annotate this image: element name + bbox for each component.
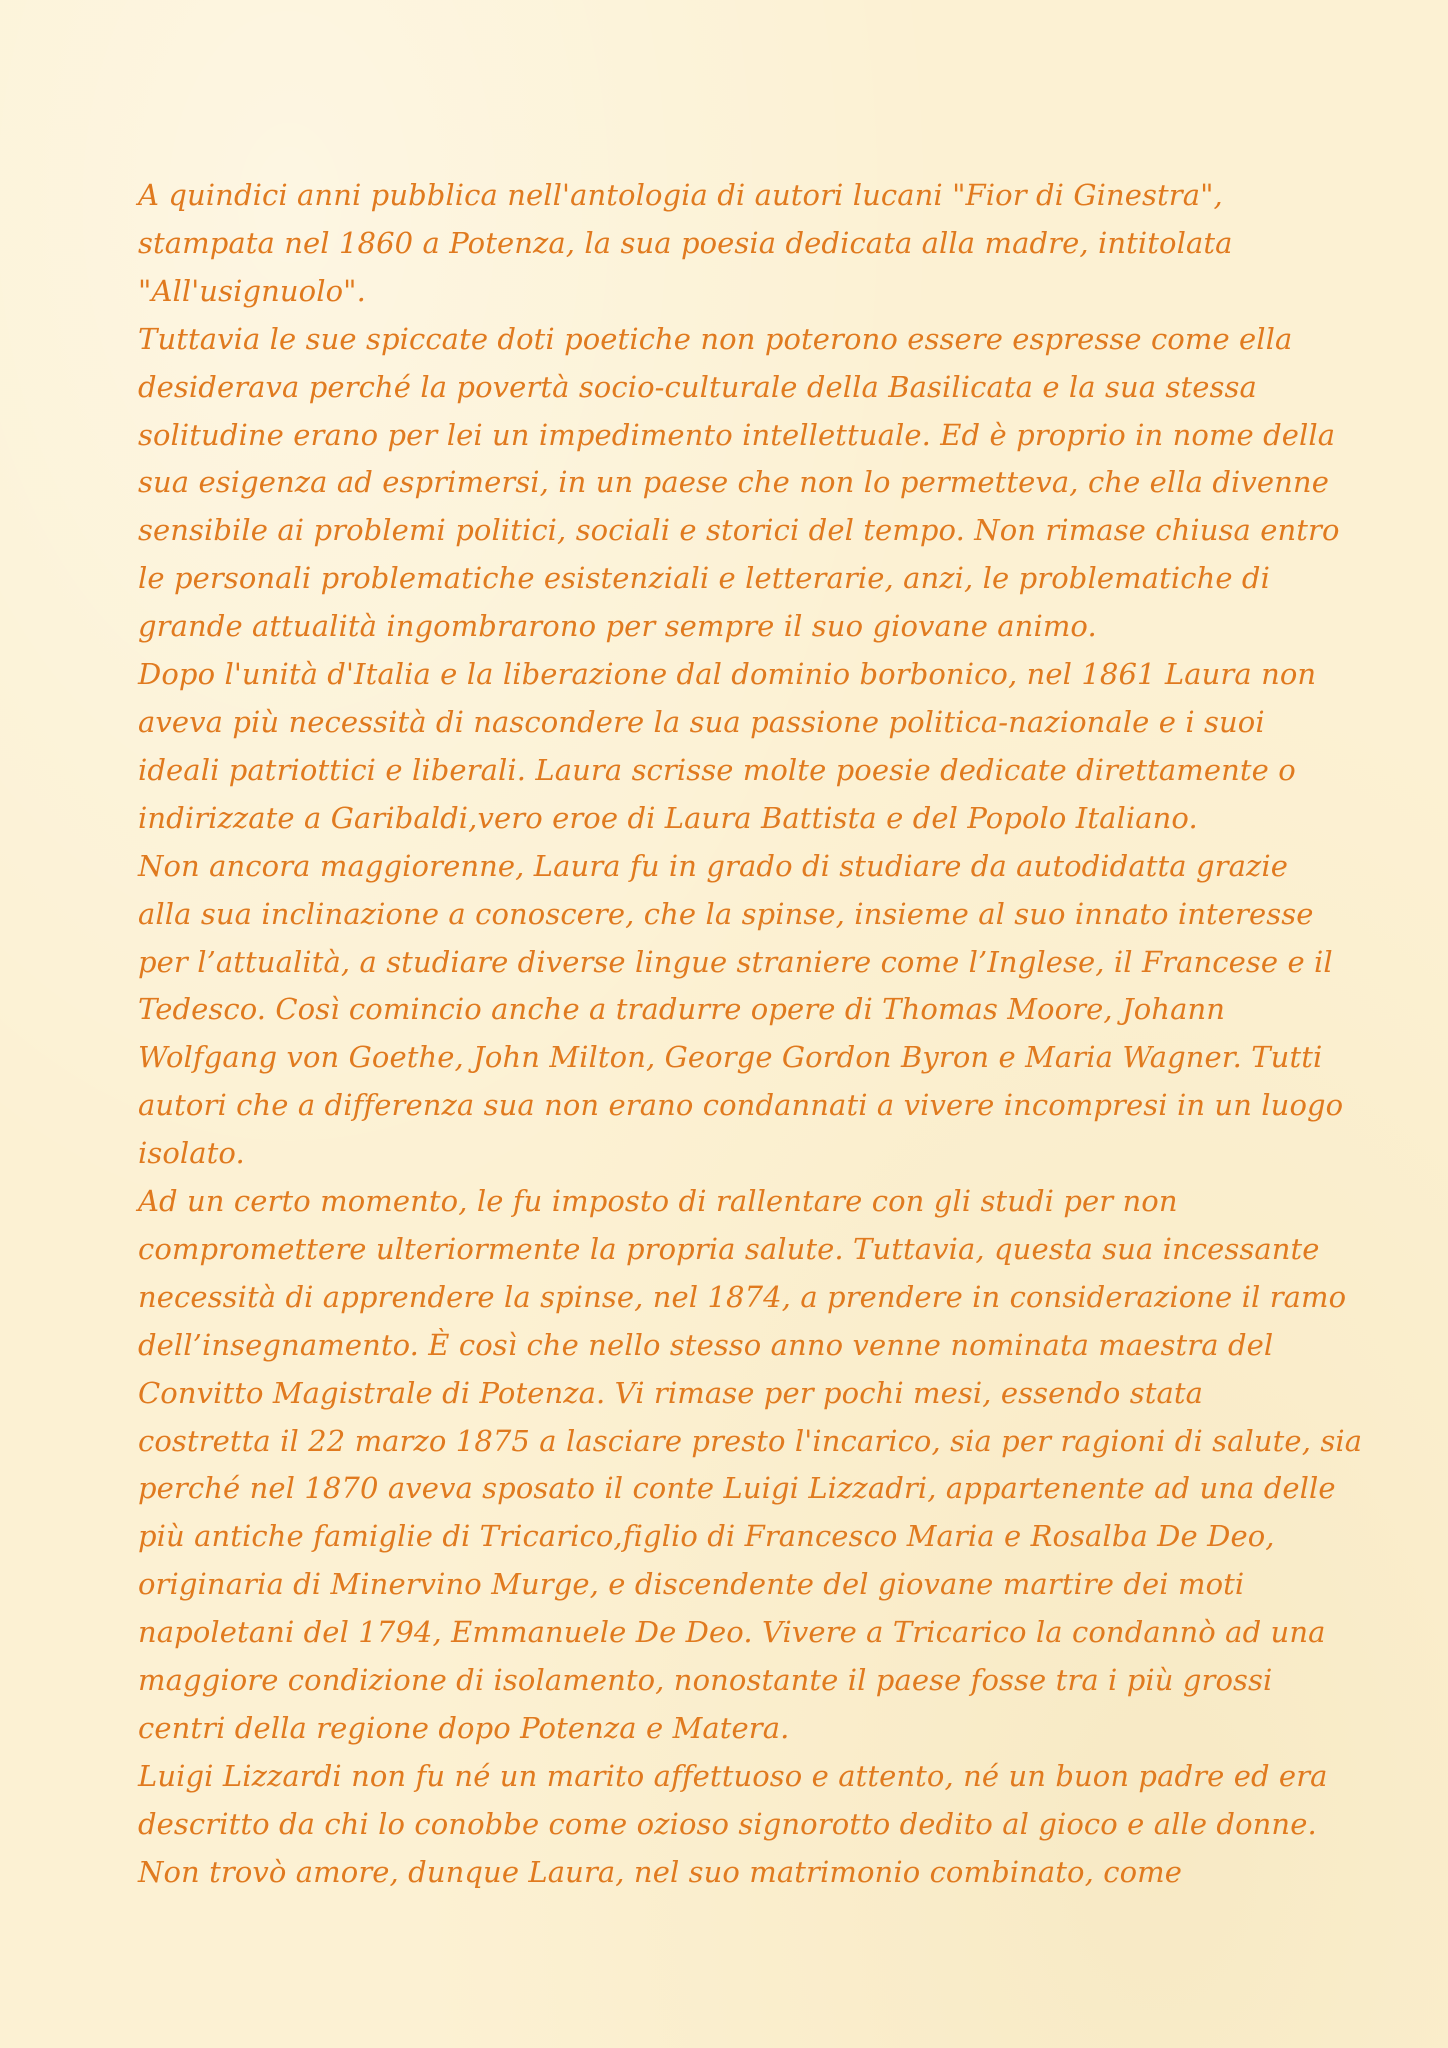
text-line: Non trovò amore, dunque Laura, nel suo matrimonio combinato, come <box>138 1854 1182 1889</box>
text-line: napoletani del 1794, Emmanuele De Deo. Vivere a Tricarico la condannò ad una <box>138 1615 1326 1650</box>
text-line: Ad un certo momento, le fu imposto di rallentare con gli studi per non <box>138 1184 1178 1219</box>
text-line: più antiche famiglie di Tricarico,figlio di Francesco Maria e Rosalba De Deo, <box>138 1519 1275 1554</box>
text-line: Dopo l'unità d'Italia e la liberazione dal dominio borbonico, nel 1861 Laura non <box>138 657 1317 692</box>
text-line: costretta il 22 marzo 1875 a lasciare presto l'incarico, sia per ragioni di salute, sia <box>138 1423 1363 1458</box>
text-line: autori che a differenza sua non erano condannati a vivere incompresi in un luogo <box>138 1088 1344 1123</box>
text-line: per l’attualità, a studiare diverse lingue straniere come l’Inglese, il Francese e il <box>138 944 1333 979</box>
body-text <box>138 172 1363 1897</box>
text-line: necessità di apprendere la spinse, nel 1874, a prendere in considerazione il ramo <box>138 1279 1347 1314</box>
text-line: originaria di Minervino Murge, e discendente del giovane martire dei moti <box>138 1567 1245 1602</box>
text-line: "All'usignuolo". <box>138 273 366 308</box>
text-line: alla sua inclinazione a conoscere, che la spinse, insieme al suo innato interesse <box>138 896 1314 931</box>
text-line: le personali problematiche esistenziali e letterarie, anzi, le problematiche di <box>138 561 1270 596</box>
text-line: indirizzate a Garibaldi,vero eroe di Laura Battista e del Popolo Italiano. <box>138 800 1198 835</box>
text-line: A quindici anni pubblica nell'antologia di autori lucani "Fior di Ginestra", <box>138 178 1223 212</box>
text-line: isolato. <box>138 1136 245 1171</box>
text-line: Non ancora maggiorenne, Laura fu in grado di studiare da autodidatta grazie <box>138 848 1288 883</box>
text-line: stampata nel 1860 a Potenza, la sua poesia dedicata alla madre, intitolata <box>138 225 1233 260</box>
text-line: Convitto Magistrale di Potenza. Vi rimase per pochi mesi, essendo stata <box>138 1375 1203 1410</box>
text-line: perché nel 1870 aveva sposato il conte Luigi Lizzadri, appartenente ad una delle <box>138 1471 1336 1506</box>
text-line: grande attualità ingombrarono per sempre il suo giovane animo. <box>138 609 1097 644</box>
text-line: sensibile ai problemi politici, sociali e storici del tempo. Non rimase chiusa entro <box>138 513 1340 548</box>
text-line: centri della regione dopo Potenza e Matera. <box>138 1711 790 1745</box>
text-line: aveva più necessità di nascondere la sua passione politica-nazionale e i suoi <box>138 704 1265 739</box>
text-line: Tuttavia le sue spiccate doti poetiche non poterono essere espresse come ella <box>138 321 1293 356</box>
text-line: desiderava perché la povertà socio-culturale della Basilicata e la sua stessa <box>138 369 1257 404</box>
text-line: compromettere ulteriormente la propria salute. Tuttavia, questa sua incessante <box>138 1231 1320 1266</box>
text-line: ideali patriottici e liberali. Laura scrisse molte poesie dedicate direttamente o <box>138 752 1296 787</box>
text-line: maggiore condizione di isolamento, nonostante il paese fosse tra i più grossi <box>138 1663 1273 1698</box>
text-line: dell’insegnamento. È così che nello stesso anno venne nominata maestra del <box>138 1327 1274 1362</box>
text-line: descritto da chi lo conobbe come ozioso signorotto dedito al gioco e alle donne. <box>138 1806 1317 1841</box>
text-line: solitudine erano per lei un impedimento intellettuale. Ed è proprio in nome della <box>138 417 1336 452</box>
text-line: sua esigenza ad esprimersi, in un paese che non lo permetteva, che ella divenne <box>138 465 1329 500</box>
text-line: Wolfgang von Goethe, John Milton, George Gordon Byron e Maria Wagner. Tutti <box>138 1040 1323 1075</box>
text-line: Luigi Lizzardi non fu né un marito affettuoso e attento, né un buon padre ed era <box>138 1758 1328 1793</box>
text-line: Tedesco. Così comincio anche a tradurre opere di Thomas Moore, Johann <box>138 992 1226 1027</box>
